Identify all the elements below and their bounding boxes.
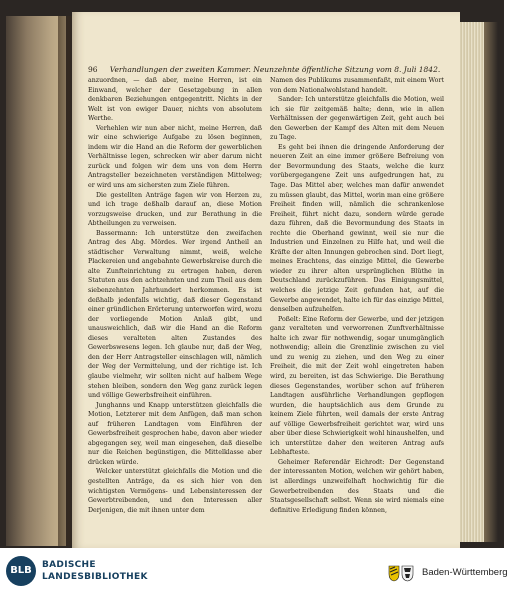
paragraph: Welcker unterstützt gleichfalls die Motion und die gestellten Anträge, da es sich hier von den wichtigsten Vermögens- und Lebensinteressen der Gewerbtreibenden, und den Interessen aller Derjenigen, die mit ihnen unter dem (88, 468, 262, 514)
right-text-column (270, 76, 444, 514)
blb-logo[interactable]: BLB (6, 556, 36, 586)
running-head (88, 64, 442, 76)
state-name: Baden-Württemberg (422, 567, 508, 578)
paragraph: Geheimer Referendär Eichrodt: Der Gegenstand der interessanten Motion, welchen wir gehört haben, ist allerdings unzweifelhaft hochwichtig für die Gewerbetreibenden des Staats und die Staatsgesellschaft selbst. Wenn sie wird niemals eine definitive Erledigung finden können, (270, 458, 444, 514)
paragraph: Es geht bei ihnen die dringende Anforderung der neueren Zeit an eine immer größere Befreiung von der Bevormundung des Staats, welche die kurz vorübergegangene Zeit uns aufgedrungen hat, zu Tage. Das Mittel aber, welches man dafür anwendet zu müssen glaubt, das Mittel, worin man eine größere Freiheit finden will, nämlich die schrankenlose Freiheit, führt nicht dazu, sondern würde gerade dazu führen, daß die Bevormundung des Staats in rechte die Oberhand gewinnt, weil sie nur die Industrien und Einzelnen zu Hilfe hat, und weil die Kräfte der alten Innungen gebrochen sind. Dort liegt, meines Erachtens, das einzige Mittel, die Gewerbe wieder zu ihrer alten ursprünglichen Blüthe in Deutschland zurückzuführen. Das Einigungsmittel, welches die jetzige Zeit gefunden hat, auf die Gewerbe angewendet, halte ich für das einzige Mittel, denselben aufzuhelfen. (270, 143, 444, 314)
paragraph: Poßelt: Eine Reform der Gewerbe, und der jetzigen ganz veralteten und verworrenen Zunftverhältnisse halte ich zwar für nothwendig, sogar unumgänglich nothwendig; allein die Grenzlinie zwischen zu viel und zu wenig zu ziehen, und den Weg zu einer Freiheit, die mit der Zeit wohl eingetreten haben wird, zu bereiten, ist das Schwierige. Die Berathung dieses Gegenstandes, worüber schon auf früheren Landtagen ausführliche Verhandlungen gepflogen wurden, die hauptsächlich aus dem Grunde zu keinem Ziele führten, weil damals der erste Antrag auf völlige Gewerbsfreiheit gerichtet war, wird uns aber über diese Schwierigkeit wohl hinaushelfen, und ich unterstütze daher den weiteren Antrag aufs Lebhafteste. (270, 315, 444, 457)
paragraph: anzuordnen, — daß aber, meine Herren, ist ein Einwand, welcher der Gesetzgebung in allen denkbaren Beziehungen entgegentritt. Nichts in der Welt ist von ewiger Dauer, nichts von absolutem Werthe. (88, 77, 262, 123)
library-name-line2: LANDESBIBLIOTHEK (42, 572, 148, 582)
page-number: 96 (88, 65, 98, 74)
paragraph: Verhehlen wir nun aber nicht, meine Herren, daß wir eine schwierige Aufgabe zu lösen beginnen, indem wir die Hand an die Reform der gewerblichen Verhältnisse legen, schrecken wir aber darum nicht zurück und folgen wir dem uns von dem Herrn Antragsteller bezeichneten verständigen Mittelweg; er wird uns am sichersten zum Ziele führen. (88, 124, 262, 190)
paragraph: Junghanns und Knapp unterstützen gleichfalls die Motion, Letzterer mit dem Anfügen, daß man schon auf früheren Landtagen vom Einführen der Gewerbsfreiheit gesprochen habe, davon aber wieder abgegangen sey, weil man eingesehen, daß dieselbe nur die Reichen begünstigen, die Mittelklasse aber drücken würde. (88, 401, 262, 466)
left-text-column (88, 76, 262, 514)
paragraph: Bassermann: Ich unterstütze den zweifachen Antrag des Abg. Mördes. Wer irgend Antheil an städtischer Verwaltung nimmt, weiß, welche Plackereien und angebahnte Gewerbskreise durch die alte Zunfteinrichtung zu ertragen haben, deren Statuten aus den achtzehnten und zum Theil aus dem siebenzehnten Jahrhundert herkommen. Es ist deßhalb jedenfalls wichtig, daß dieser Gegenstand einer gründlichen Erörterung unterworfen wird, wozu der vorliegende Motion Anlaß gibt, und unausweichlich, daß wir die Hand an die Reform dieses veralteten alten Zustandes des Gewerbswesens legen. Ich glaube nur, daß der Weg, den der Herr Antragsteller einschlagen will, nämlich der Weg der Vermittelung, und der richtige ist. Ich glaube vielmehr, wir sollten nicht auf halbem Wege stehen bleiben, sondern den Weg ganz zurück legen und völlige Gewerbsfreiheit einführen. (88, 229, 262, 400)
paragraph: Die gestellten Anträge fagen wir von Herzen zu, und ich trage deßhalb darauf an, diese Motion vorzugsweise drucken, und zur Berathung in die Abtheilungen zu verweisen. (88, 191, 262, 228)
paragraph: Namen des Publikums zusammenfaßt, mit einem Wort von dem Nationalwohlstand handelt. (270, 77, 444, 94)
baden-wuerttemberg-crest-icon (386, 564, 416, 582)
paragraph: Sander: Ich unterstütze gleichfalls die Motion, weil ich sie für zeitgemäß halte; denn, wie in allen Verhältnissen der gegenwärtigen Zeit, geht auch bei den Gewerben der Kampf des Alten mit dem Neuen zu Tage. (270, 96, 444, 142)
previous-page-edge (6, 16, 66, 546)
library-name-line1: BADISCHE (42, 560, 96, 570)
running-title: Verhandlungen der zweiten Kammer. Neunzehnte öffentliche Sitzung vom 8. Juli 1842. (109, 65, 441, 74)
page-edges-shadow (484, 22, 498, 542)
